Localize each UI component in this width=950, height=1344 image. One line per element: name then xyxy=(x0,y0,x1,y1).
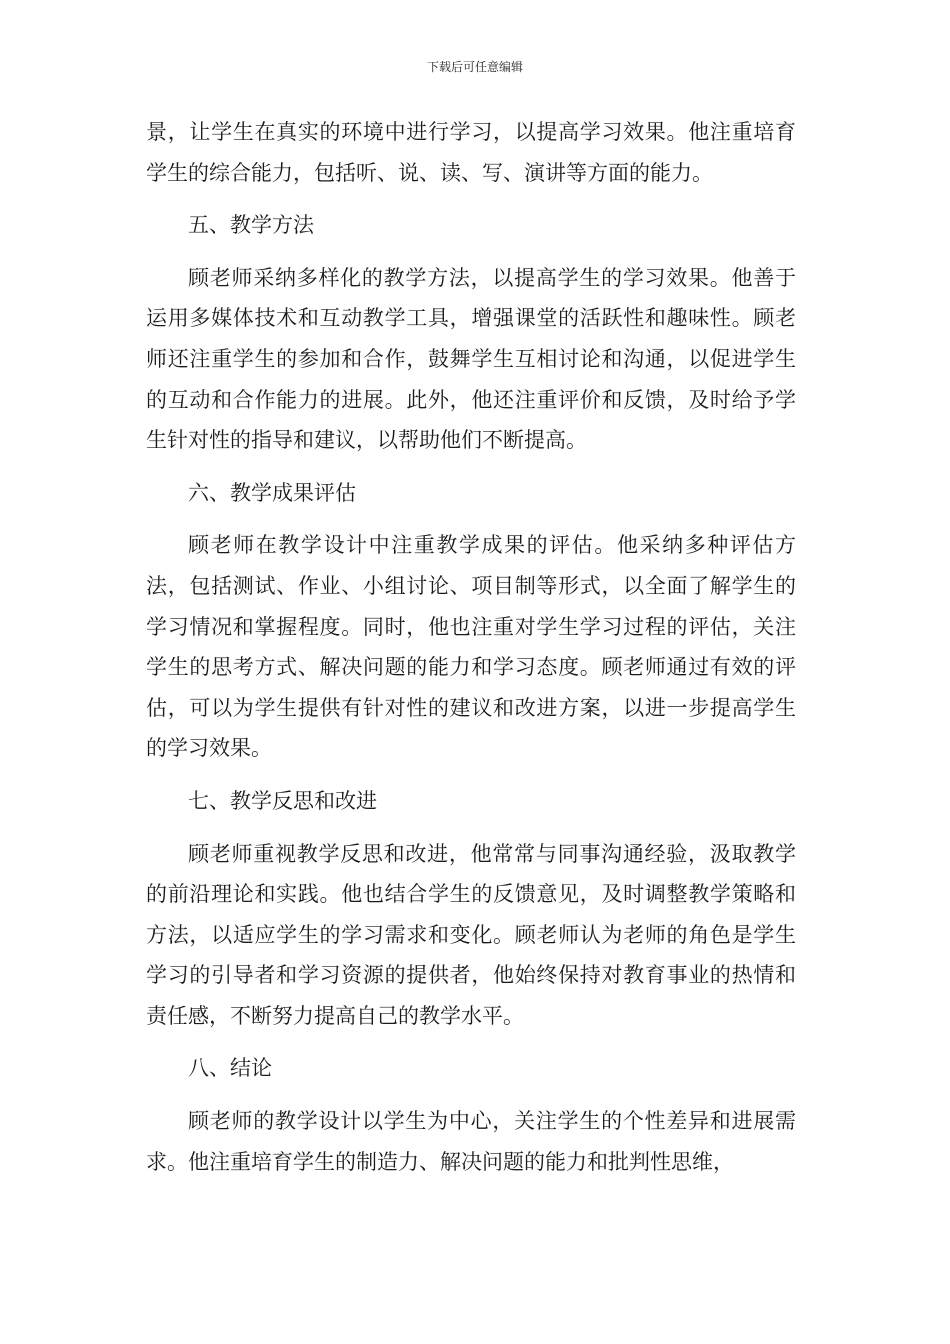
section-heading-teaching-methods: 五、教学方法 xyxy=(188,213,314,238)
download-note: 下载后可任意编辑 xyxy=(426,60,523,74)
section-heading-reflection-improvement: 七、教学反思和改进 xyxy=(188,788,377,813)
paragraph-continued: 景，让学生在真实的环境中进行学习，以提高学习效果。他注重培育学生的综合能力，包括听、说、读、写、演讲等方面的能力。 xyxy=(146,120,796,185)
paragraph-outcome-assessment: 顾老师在教学设计中注重教学成果的评估。他采纳多种评估方法，包括测试、作业、小组讨论、项目制等形式，以全面了解学生的学习情况和掌握程度。同时，他也注重对学生学习过程的评估，关注学生的思考方式、解决问题的能力和学习态度。顾老师通过有效的评估，可以为学生提供有针对性的建议和改进方案，以进一步提高学生的学习效果。 xyxy=(146,533,796,761)
paragraph-reflection-improvement: 顾老师重视教学反思和改进，他常常与同事沟通经验，汲取教学的前沿理论和实践。他也结合学生的反馈意见，及时调整教学策略和方法，以适应学生的学习需求和变化。顾老师认为老师的角色是学生学习的引导者和学习资源的提供者，他始终保持对教育事业的热情和责任感，不断努力提高自己的教学水平。 xyxy=(146,841,796,1028)
paragraph-teaching-methods: 顾老师采纳多样化的教学方法，以提高学生的学习效果。他善于运用多媒体技术和互动教学工具，增强课堂的活跃性和趣味性。顾老师还注重学生的参加和合作，鼓舞学生互相讨论和沟通，以促进学生的互动和合作能力的进展。此外，他还注重评价和反馈，及时给予学生针对性的指导和建议，以帮助他们不断提高。 xyxy=(146,265,796,453)
paragraph-conclusion: 顾老师的教学设计以学生为中心，关注学生的个性差异和进展需求。他注重培育学生的制造力、解决问题的能力和批判性思维， xyxy=(146,1109,796,1174)
section-heading-outcome-assessment: 六、教学成果评估 xyxy=(188,480,356,505)
section-heading-conclusion: 八、结论 xyxy=(188,1056,272,1081)
document-body xyxy=(146,112,796,1182)
